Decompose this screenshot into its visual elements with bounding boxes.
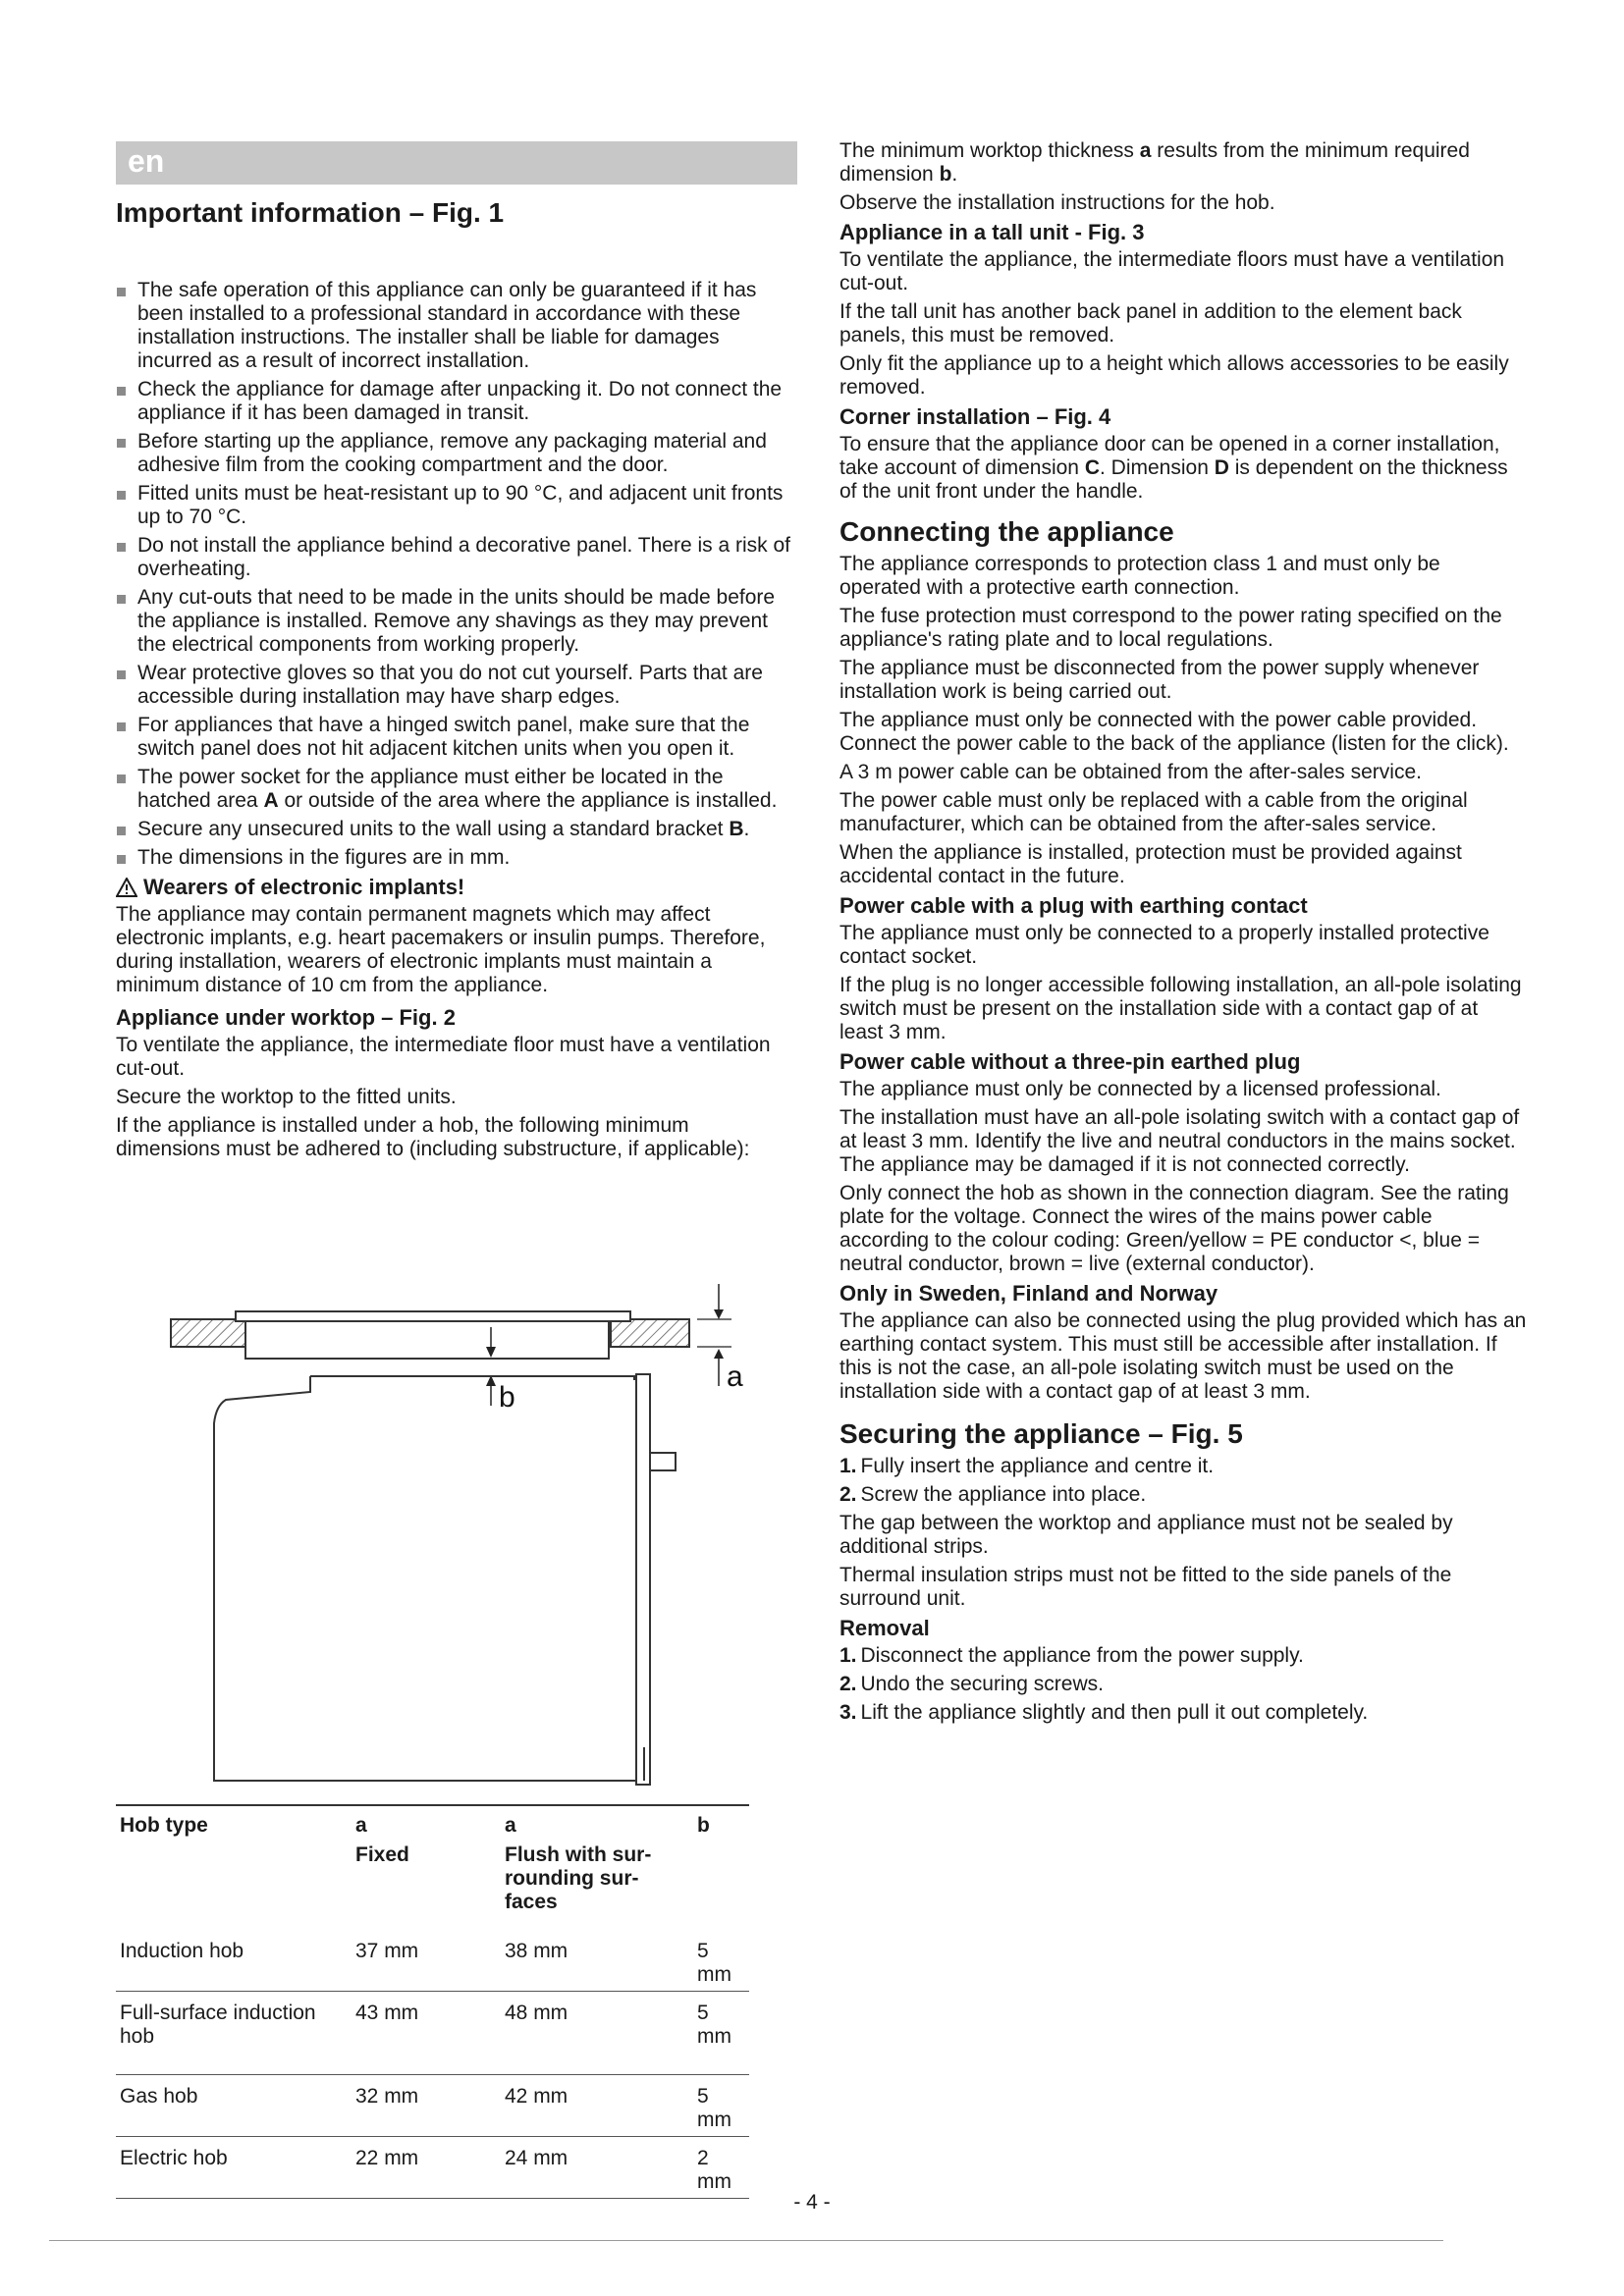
connecting-para-4: The appliance must only be connected with the power cable provided. Connect the power cable to the back of the appliance (listen for the click).: [839, 709, 1509, 755]
table-cell: 22 mm: [352, 2137, 501, 2199]
worktop-thickness-para: The minimum worktop thickness a results from the minimum required dimension b.: [839, 139, 1470, 186]
heading-nordic: Only in Sweden, Finland and Norway: [839, 1281, 1218, 1306]
securing-para-2: Thermal insulation strips must not be fitted to the side panels of the surround unit.: [839, 1564, 1452, 1610]
bullet-power-socket: The power socket for the appliance must either be located in the hatched area A or outside of the area where the appliance is installed.: [116, 766, 797, 813]
bullet-dimensions: The dimensions in the figures are in mm.: [116, 846, 797, 870]
column-subheader-fixed: Fixed: [355, 1843, 409, 1866]
bullet-cut-outs: Any cut-outs that need to be made in the units should be made before the appliance is installed. Remove any shavings as they may prevent the electrical components from working properly.: [116, 586, 797, 657]
appliance-outline: [214, 1374, 676, 1785]
heading-removal: Removal: [839, 1616, 930, 1640]
connecting-para-2: The fuse protection must correspond to the power rating specified on the appliance's rating plate and to local regulations.: [839, 605, 1502, 651]
table-cell: 38 mm: [501, 1928, 693, 1992]
under-worktop-para-1: To ventilate the appliance, the intermediate floor must have a ventilation cut-out.: [116, 1034, 771, 1080]
label-b: b: [499, 1381, 515, 1414]
tall-unit-para-2: If the tall unit has another back panel in addition to the element back panels, this must be removed.: [839, 300, 1462, 347]
table-cell: 5 mm: [693, 1992, 749, 2075]
corner-installation-para: To ensure that the appliance door can be opened in a corner installation, take account of dimension C. Dimension D is dependent on the thickness of the unit front under the handle.: [839, 433, 1508, 503]
table-cell: Full-surface induction hob: [116, 1992, 352, 2075]
table-cell: 5 mm: [693, 2075, 749, 2137]
no-plug-para-3: Only connect the hob as shown in the connection diagram. See the rating plate for the voltage. Connect the wires of the mains power cable according to the colour coding: Green/yellow = PE conductor <, blue = neutral conductor, brown = live (external conductor).: [839, 1182, 1509, 1275]
securing-step: 2. Screw the appliance into place.: [839, 1483, 1147, 1506]
column-subheader-flush: Flush with sur-rounding sur-faces: [505, 1843, 652, 1913]
tall-unit-para-3: Only fit the appliance up to a height which allows accessories to be easily removed.: [839, 352, 1509, 399]
removal-step: 1. Disconnect the appliance from the power supply.: [839, 1644, 1304, 1667]
securing-para-1: The gap between the worktop and appliance must not be sealed by additional strips.: [839, 1512, 1453, 1558]
connecting-para-1: The appliance corresponds to protection class 1 and must only be operated with a protective earth connection.: [839, 553, 1440, 599]
securing-steps: [839, 1455, 1527, 1507]
table-cell: 42 mm: [501, 2075, 693, 2137]
connecting-para-6: The power cable must only be replaced with a cable from the original manufacturer, which can be obtained from the after-sales service.: [839, 789, 1468, 835]
under-worktop-para-2: Secure the worktop to the fitted units.: [116, 1086, 457, 1108]
bullet-remove-packaging: Before starting up the appliance, remove any packaging material and adhesive film from the cooking compartment and the door.: [116, 430, 797, 477]
no-plug-para-1: The appliance must only be connected by a licensed professional.: [839, 1078, 1441, 1100]
plug-para-2: If the plug is no longer accessible following installation, an all-pole isolating switch must be present on the installation side with a contact gap of at least 3 mm.: [839, 974, 1522, 1043]
bullet-gloves: Wear protective gloves so that you do not cut yourself. Parts that are accessible during installation may have sharp edges.: [116, 662, 797, 709]
removal-step: 3. Lift the appliance slightly and then pull it out completely.: [839, 1701, 1369, 1724]
tall-unit-para-1: To ventilate the appliance, the intermediate floors must have a ventilation cut-out.: [839, 248, 1505, 294]
table-row: [116, 2137, 749, 2199]
table-cell: 2 mm: [693, 2137, 749, 2199]
label-a: a: [727, 1361, 743, 1393]
table-cell: 5 mm: [693, 1928, 749, 1992]
section-title-important-info: Important information – Fig. 1: [116, 197, 505, 228]
heading-tall-unit: Appliance in a tall unit - Fig. 3: [839, 220, 1145, 244]
connecting-para-5: A 3 m power cable can be obtained from the after-sales service.: [839, 761, 1422, 783]
section-title-connecting: Connecting the appliance: [839, 516, 1174, 547]
hob-shape: [236, 1311, 630, 1359]
bullet-check-damage: Check the appliance for damage after unpacking it. Do not connect the appliance if it has been damaged in transit.: [116, 378, 797, 425]
left-column: [116, 196, 797, 1166]
column-header-b: b: [693, 1805, 749, 1843]
heading-plug-earthing: Power cable with a plug with earthing contact: [839, 893, 1308, 918]
bullet-heat-resistant: Fitted units must be heat-resistant up to 90 °C, and adjacent unit fronts up to 70 °C.: [116, 482, 797, 529]
table-cell: 37 mm: [352, 1928, 501, 1992]
right-column: [839, 139, 1527, 1730]
no-plug-para-2: The installation must have an all-pole isolating switch with a contact gap of at least 3 mm. Identify the live and neutral conductors in the mains socket. The appliance may be damaged if it is not connected correctly.: [839, 1106, 1520, 1176]
connecting-para-3: The appliance must be disconnected from the power supply whenever installation work is being carried out.: [839, 657, 1480, 703]
under-worktop-para-3: If the appliance is installed under a hob, the following minimum dimensions must be adhered to (including substructure, if applicable):: [116, 1114, 750, 1160]
bullet-secure-units: Secure any unsecured units to the wall using a standard bracket B.: [116, 818, 797, 841]
warning-text: The appliance may contain permanent magnets which may affect electronic implants, e.g. heart pacemakers or insulin pumps. Therefore, during installation, wearers of electronic implants must maintain a minimum distance of 10 cm from the appliance.: [116, 903, 766, 996]
figure-appliance-under-worktop: [167, 1276, 746, 1796]
warning-triangle-icon: [116, 878, 137, 897]
column-header-a-fixed: a: [352, 1805, 501, 1843]
connecting-para-7: When the appliance is installed, protection must be provided against accidental contact in the future.: [839, 841, 1462, 887]
table-cell: 43 mm: [352, 1992, 501, 2075]
nordic-para: The appliance can also be connected using the plug provided which has an earthing contact system. This must still be accessible after installation. If this is not the case, an all-pole isolating switch must be used on the installation side with a contact gap of at least 3 mm.: [839, 1309, 1527, 1403]
hob-dimension-table: [116, 1804, 749, 2199]
column-header-hob-type: Hob type: [116, 1805, 352, 1843]
page-number: - 4 -: [793, 2191, 831, 2214]
column-header-a-flush: a: [501, 1805, 693, 1843]
observe-hob-instructions: Observe the installation instructions for the hob.: [839, 191, 1275, 214]
table-cell: 32 mm: [352, 2075, 501, 2137]
table-cell: Electric hob: [116, 2137, 352, 2199]
table-row: [116, 1992, 749, 2075]
table-row: [116, 1928, 749, 1992]
table-cell: 48 mm: [501, 1992, 693, 2075]
table-row: [116, 2075, 749, 2137]
table-cell: Gas hob: [116, 2075, 352, 2137]
footer-divider: [49, 2240, 1443, 2241]
column-subheader-empty: [116, 1843, 352, 1928]
section-title-securing: Securing the appliance – Fig. 5: [839, 1418, 1243, 1449]
table-subheader-row: [116, 1843, 749, 1928]
plug-para-1: The appliance must only be connected to a properly installed protective contact socket.: [839, 922, 1489, 968]
heading-corner-installation: Corner installation – Fig. 4: [839, 404, 1111, 429]
table-header-row: [116, 1805, 749, 1843]
column-subheader-empty-b: [693, 1843, 749, 1928]
table-cell: Induction hob: [116, 1928, 352, 1992]
language-tag: en: [128, 143, 165, 179]
table-cell: 24 mm: [501, 2137, 693, 2199]
heading-under-worktop: Appliance under worktop – Fig. 2: [116, 1005, 456, 1030]
warning-title: Wearers of electronic implants!: [143, 875, 465, 899]
safety-bullet-list: [116, 279, 797, 870]
warning-heading: [116, 875, 797, 900]
removal-step: 2. Undo the securing screws.: [839, 1673, 1104, 1695]
hob-dimension-table-wrapper: [116, 1804, 749, 2199]
securing-step: 1. Fully insert the appliance and centre it.: [839, 1455, 1215, 1477]
bullet-switch-panel: For appliances that have a hinged switch panel, make sure that the switch panel does not hit adjacent kitchen units when you open it.: [116, 714, 797, 761]
language-tag-bar: [116, 141, 797, 185]
bullet-decorative-panel: Do not install the appliance behind a decorative panel. There is a risk of overheating.: [116, 534, 797, 581]
heading-no-plug: Power cable without a three-pin earthed plug: [839, 1049, 1301, 1074]
removal-steps: [839, 1644, 1527, 1725]
bullet-safe-operation: The safe operation of this appliance can only be guaranteed if it has been installed to a professional standard in accordance with these installation instructions. The installer shall be liable for damages incurred as a result of incorrect installation.: [116, 279, 797, 373]
